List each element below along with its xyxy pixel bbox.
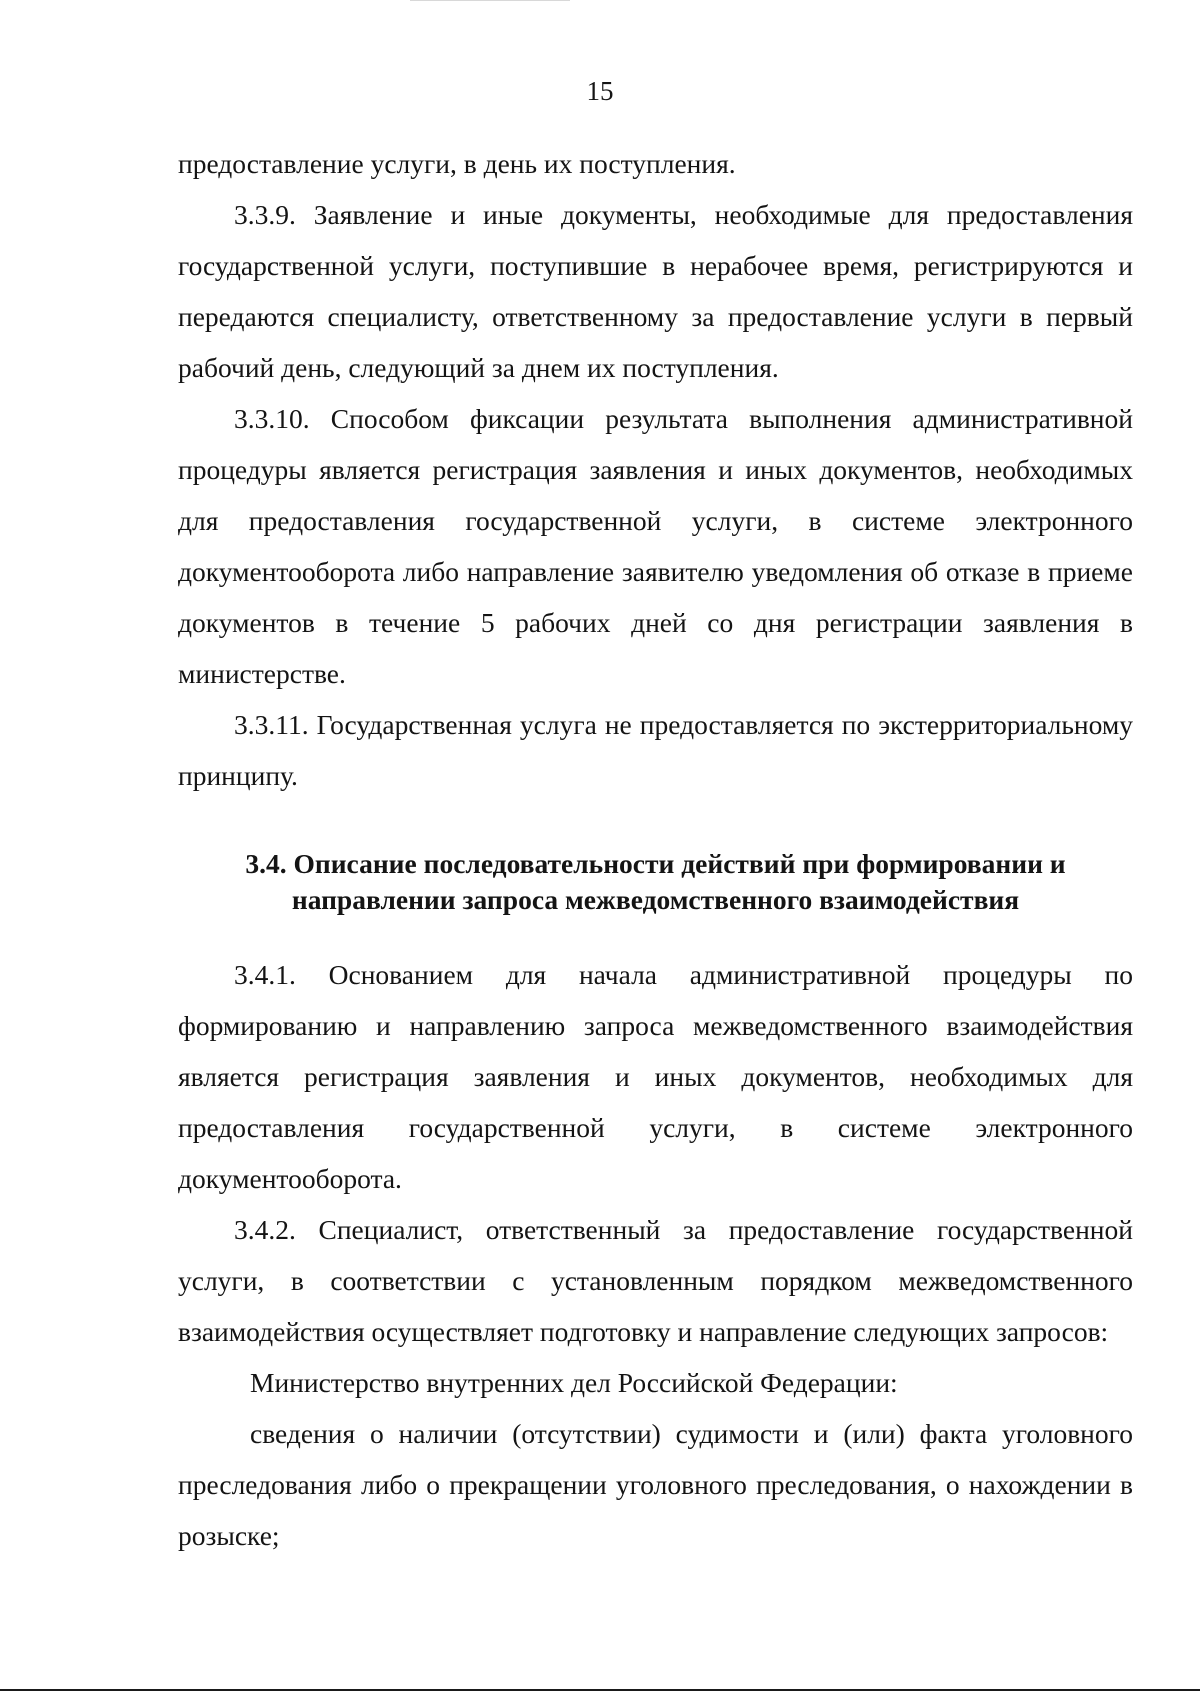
scan-artifact-bottom-line bbox=[0, 1689, 1200, 1691]
paragraph-criminal-record: сведения о наличии (отсутствии) судимости и (или) факта уголовного преследования либо о прекращении уголовного преследования, о нахождении в розыске; bbox=[178, 1418, 1133, 1551]
paragraph-3-4-1: 3.4.1. Основанием для начала административной процедуры по формированию и направлению запроса межведомственного взаимодействия является регистрация заявления и иных документов, необходимых для предоставления государственной услуги, в системе электронного документооборота. bbox=[178, 959, 1133, 1194]
paragraph-3-3-9: 3.3.9. Заявление и иные документы, необходимые для предоставления государственной услуги, поступившие в нерабочее время, регистрируются и передаются специалисту, ответственному за предоставление услуги в первый рабочий день, следующий за днем их поступления. bbox=[178, 199, 1133, 383]
section-heading-3-4 bbox=[178, 846, 1133, 918]
paragraph-3-3-11: 3.3.11. Государственная услуга не предоставляется по экстерриториальному принципу. bbox=[178, 709, 1133, 791]
paragraph-3-4-2: 3.4.2. Специалист, ответственный за предоставление государственной услуги, в соответствии с установленным порядком межведомственного взаимодействия осуществляет подготовку и направление следующих запросов: bbox=[178, 1214, 1133, 1347]
section-heading-line-2: направлении запроса межведомственного взаимодействия bbox=[291, 884, 1020, 915]
paragraph-3-3-10: 3.3.10. Способом фиксации результата выполнения административной процедуры является регистрация заявления и иных документов, необходимых для предоставления государственной услуги, в системе электронного документооборота либо направление заявителю уведомления об отказе в приеме документов в течение 5 рабочих дней со дня регистрации заявления в министерстве. bbox=[178, 403, 1133, 689]
paragraph-continuation: предоставление услуги, в день их поступления. bbox=[178, 148, 736, 179]
paragraph-ministry: Министерство внутренних дел Российской Федерации: bbox=[250, 1367, 898, 1398]
page-number: 15 bbox=[586, 76, 614, 106]
scan-artifact-top bbox=[410, 0, 570, 1]
section-heading-line-1: 3.4. Описание последовательности действий при формировании и bbox=[245, 848, 1066, 879]
document-body bbox=[178, 138, 1133, 1561]
